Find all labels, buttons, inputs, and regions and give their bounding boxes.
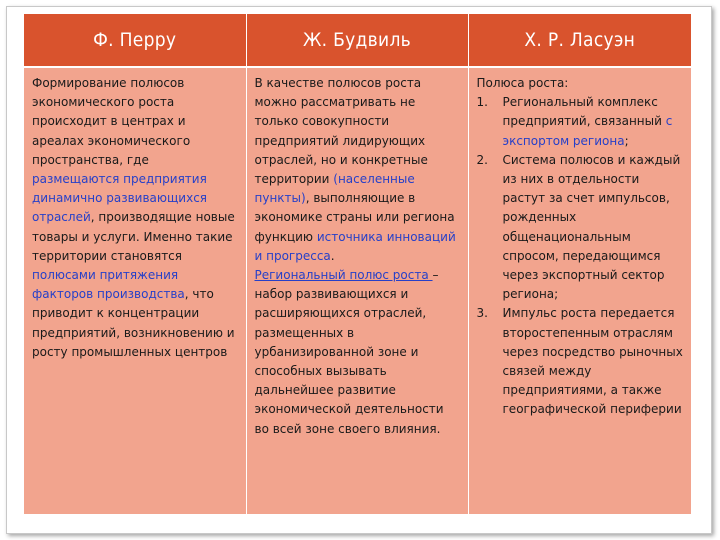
content-row: [24, 67, 691, 514]
boudeville-text-4: – набор развивающихся и расширяющихся отраслей, размещенных в урбанизированной зоне и способных вызывать дальнейшее развитие экономической деятельности во всей зоне своего влияния.: [254, 268, 444, 436]
comparison-table: [24, 14, 691, 514]
perroux-text-1: Формирование полюсов экономического роста происходит в центрах и ареалах экономического пространства, где: [32, 76, 191, 167]
header-row: [24, 14, 691, 67]
perroux-text-2: , производящие новые товары и услуги. Именно такие территории становятся: [32, 210, 235, 263]
header-lasuen: Х. Р. Ласуэн: [468, 14, 691, 67]
cell-boudeville: [246, 67, 468, 514]
list-item-text: Региональный комплекс предприятий, связанный: [502, 95, 666, 129]
list-item: [477, 151, 686, 305]
lasuen-intro: Полюса роста:: [476, 76, 569, 90]
boudeville-text-2: , выполняющие в экономике страны или региона функцию: [254, 191, 455, 244]
boudeville-highlight-2: источника инноваций и прогресса: [254, 229, 456, 263]
perroux-text-3: , что приводит к концентрации предприятий, возникновению и росту промышленных центров: [32, 287, 235, 359]
list-item-number: 1.: [476, 95, 488, 110]
list-item-number: 3.: [476, 306, 488, 321]
boudeville-highlight-1: (населенные пункты): [254, 172, 415, 206]
header-boudeville: Ж. Будвиль: [246, 14, 468, 67]
boudeville-text-1: В качестве полюсов роста можно рассматривать не только совокупности предприятий лидирующих отраслей, но и конкретные территории: [254, 76, 428, 187]
regional-growth-pole-term: Региональный полюс роста: [254, 268, 433, 283]
cell-lasuen: [468, 67, 691, 514]
list-item-text: Система полюсов и каждый из них в отдельности растут за счет импульсов, рожденных общенациональным спросом, передающимся через экспортный сектор региона;: [502, 152, 681, 302]
list-item: [477, 304, 686, 419]
list-item-text-end: ;: [624, 133, 629, 148]
header-perroux: Ф. Перру: [24, 14, 246, 67]
list-item-number: 2.: [476, 152, 488, 167]
list-item-highlight: с экспортом региона: [502, 114, 673, 148]
list-item-text: Импульс роста передается второстепенным отраслям через посредство рыночных связей между предприятиями, а также географической периферии: [502, 306, 683, 417]
cell-perroux: [24, 67, 246, 514]
perroux-highlight-2: полюсами притяжения факторов производства: [32, 268, 185, 302]
list-item: [477, 93, 686, 151]
lasuen-list: [477, 93, 686, 419]
perroux-highlight-1: размещаются предприятия динамично развивающихся отраслей: [32, 172, 208, 225]
boudeville-text-3: .: [330, 248, 335, 263]
